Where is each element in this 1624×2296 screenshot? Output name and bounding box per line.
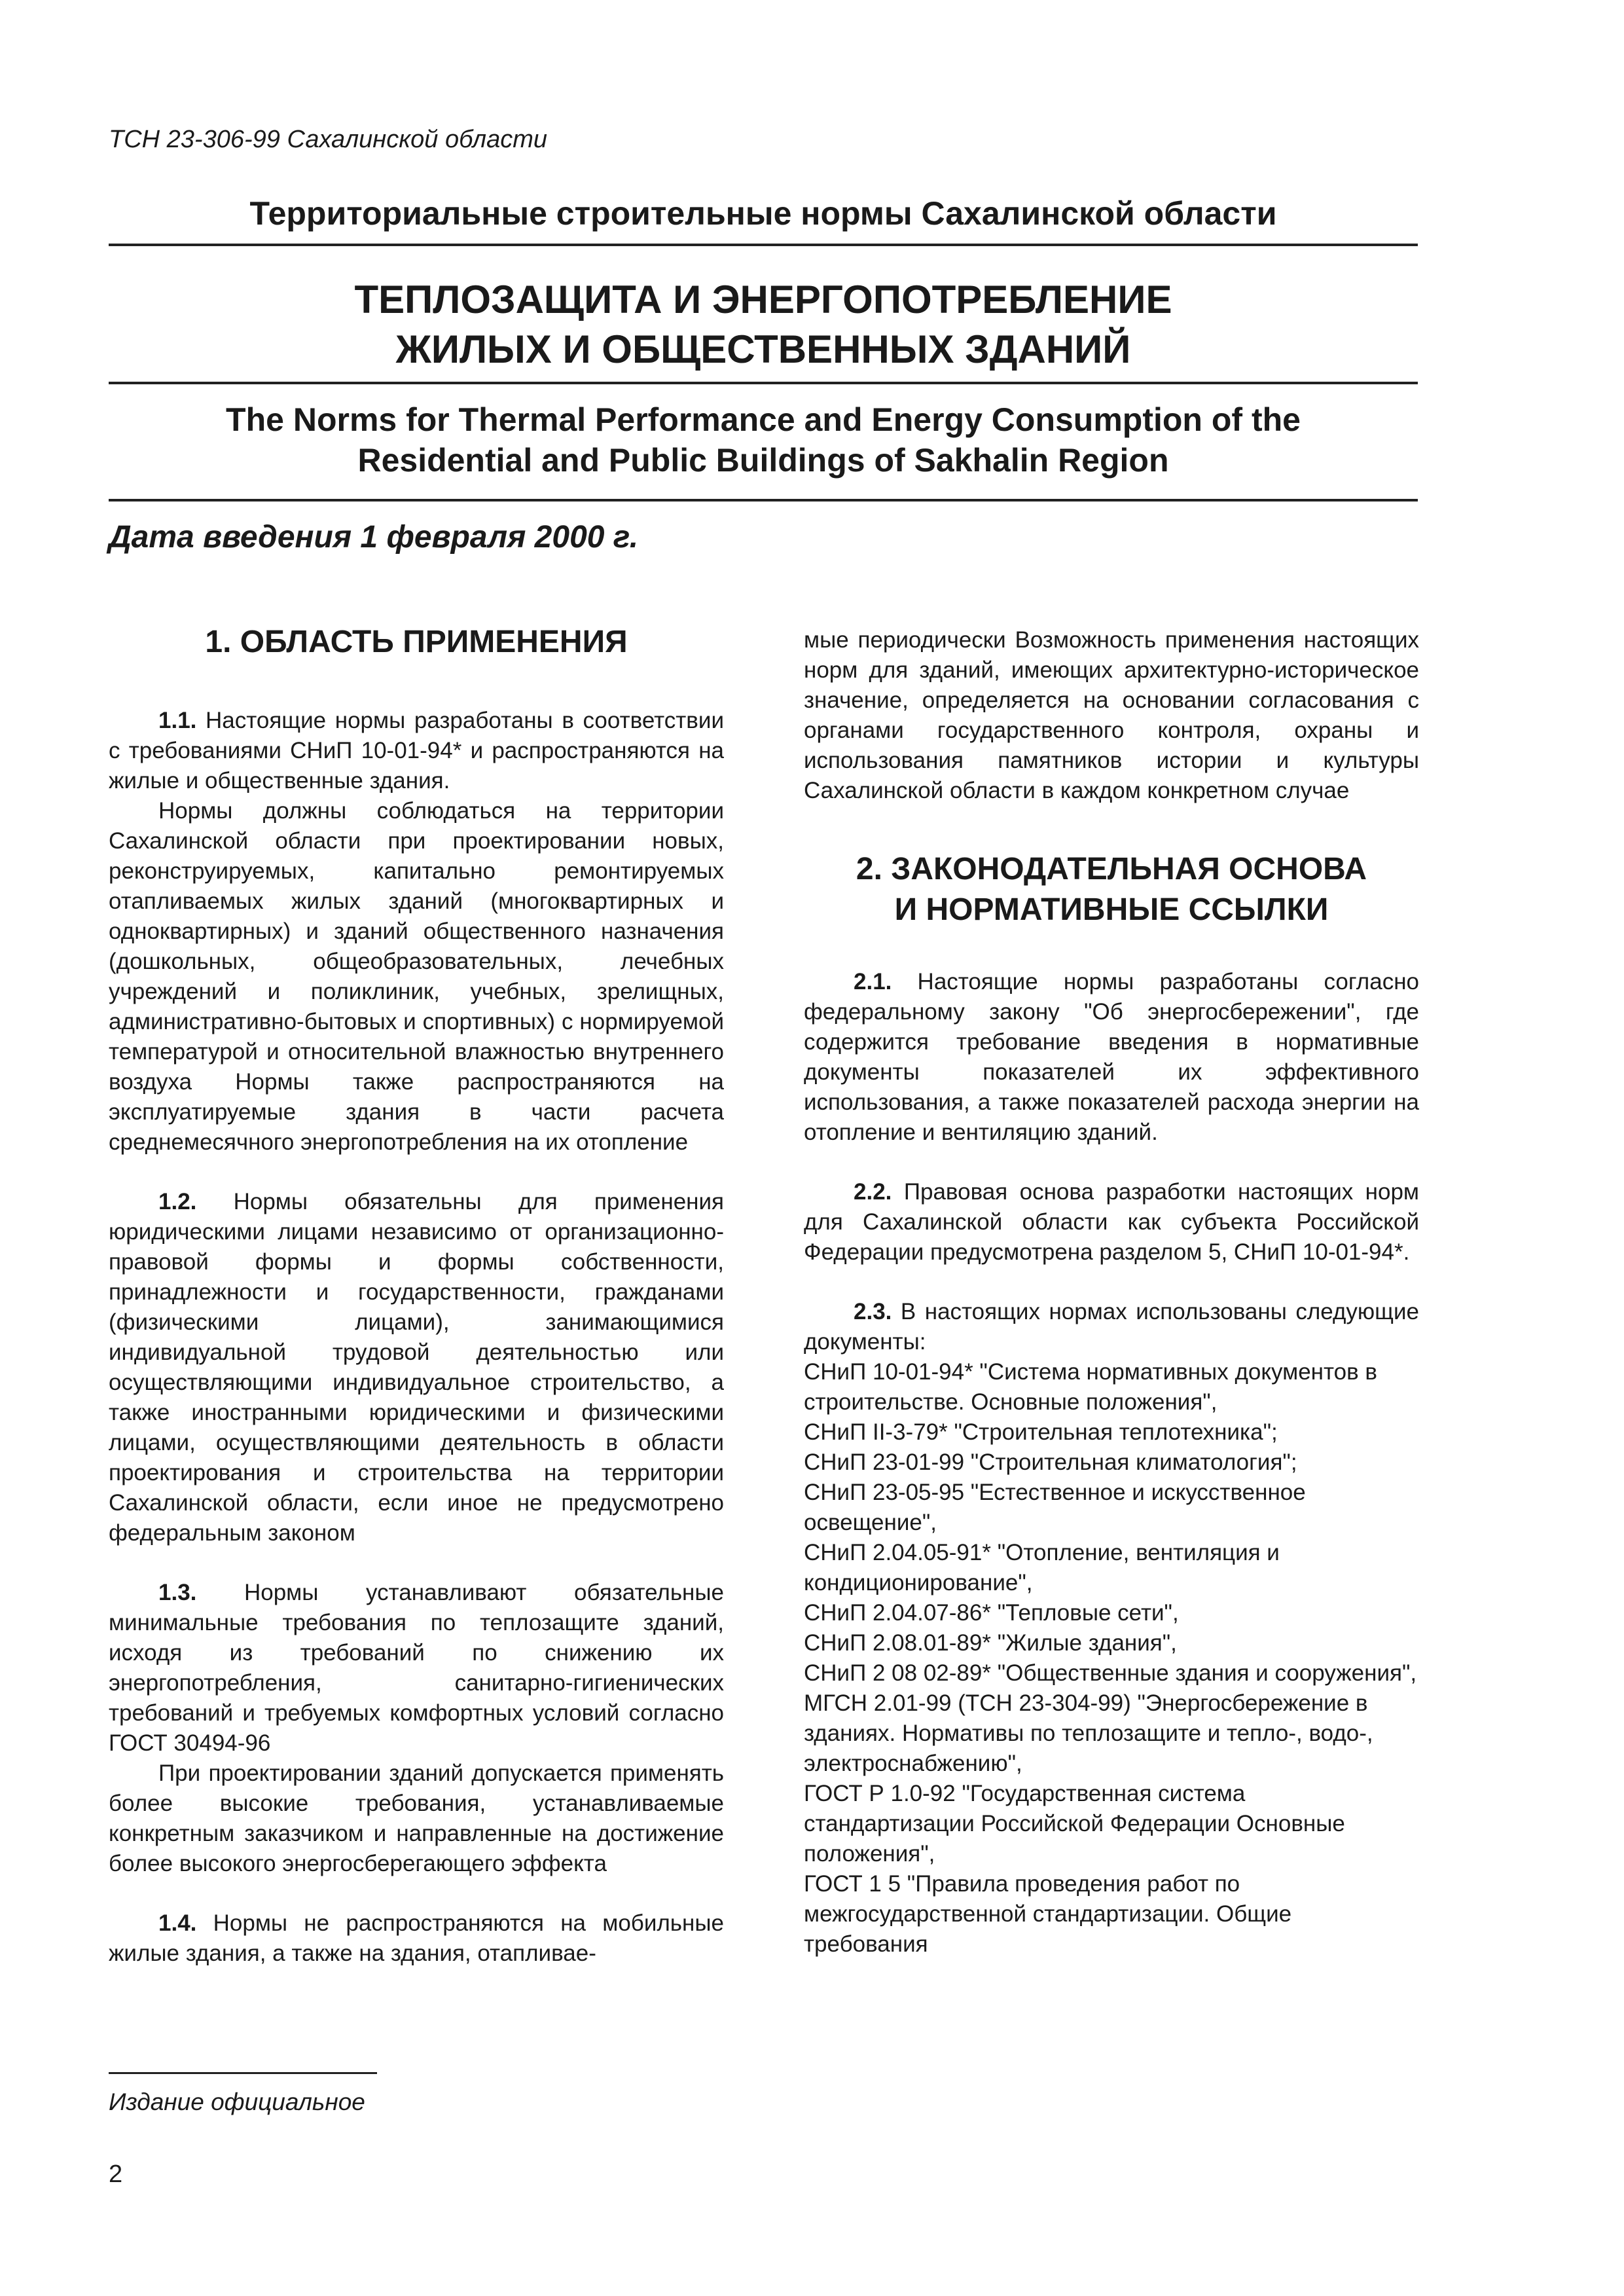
footnote-divider — [109, 2072, 377, 2074]
clause-text: Нормы обязательны для применения юридическими лицами независимо от организационно-правовой формы и формы собственности, принадлежности и государственности, гражданами (физическими лицами), занимающимися индивидуальной трудовой деятельностью или осуществляющими индивидуальное строительство, а также иностранными юридическими и физическими лицами, осуществляющими деятельность в области проектирования и строительства на территории Сахалинской области, если иное не предусмотрено федеральным законом — [109, 1189, 724, 1546]
paragraph-1-1-continued: Нормы должны соблюдаться на территории Сахалинской области при проектировании новых, реконструируемых, капитально ремонтируемых отапливаемых жилых зданий (многоквартирных и одноквартирных) и зданий общественного назначения (дошкольных, общеобразовательных, лечебных учреждений и поликлиник, учебных, зрелищных, административно-бытовых и спортивных) с нормируемой температурой и относительной влажностью внутреннего воздуха Нормы также распространяются на эксплуатируемые здания в части расчета среднемесячного энергопотребления на их отопление — [109, 798, 724, 1155]
paragraph-2-2 — [804, 1177, 1419, 1267]
document-title-line-2: ЖИЛЫХ И ОБЩЕСТВЕННЫХ ЗДАНИЙ — [395, 327, 1131, 371]
divider — [109, 382, 1418, 384]
reference-item: СНиП 2.04.07-86* "Тепловые сети", — [804, 1600, 1179, 1626]
document-title — [109, 275, 1418, 374]
clause-number: 1.2. — [158, 1189, 197, 1214]
clause-text: Правовая основа разработки настоящих норм для Сахалинской области как субъекта Российской Федерации предусмотрена разделом 5, СНиП 10-01-94*. — [804, 1179, 1419, 1265]
paragraph-1-4 — [109, 1908, 724, 1969]
clause-text: Настоящие нормы разработаны в соответствии с требованиями СНиП 10-01-94* и распространяются на жилые и общественные здания. — [109, 708, 724, 793]
section-1-heading: 1. ОБЛАСТЬ ПРИМЕНЕНИЯ — [205, 625, 628, 659]
english-title — [109, 399, 1418, 481]
clause-text: Настоящие нормы разработаны согласно федеральному закону "Об энергосбережении", где содержится требование введения в нормативные документы показателей их эффективного использования, а также показателей расхода энергии на отопление и вентиляцию зданий. — [804, 969, 1419, 1145]
english-title-line-2: Residential and Public Buildings of Sakhalin Region — [357, 442, 1169, 479]
section-2-heading-line-2: И НОРМАТИВНЫЕ ССЫЛКИ — [894, 892, 1329, 927]
english-title-line-1: The Norms for Thermal Performance and Energy Consumption of the — [226, 401, 1301, 438]
clause-number: 2.3. — [854, 1299, 892, 1324]
section-2-heading — [804, 849, 1419, 930]
introduction-date: Дата введения 1 февраля 2000 г. — [109, 520, 639, 555]
region-title: Территориальные строительные нормы Сахалинской области — [249, 195, 1277, 232]
paragraph-1-1 — [109, 706, 724, 796]
reference-item: ГОСТ Р 1.0-92 "Государственная система стандартизации Российской Федерации Основные положения", — [804, 1781, 1345, 1867]
document-title-line-1: ТЕПЛОЗАЩИТА И ЭНЕРГОПОТРЕБЛЕНИЕ — [354, 278, 1172, 321]
section-2-heading-line-1: 2. ЗАКОНОДАТЕЛЬНАЯ ОСНОВА — [856, 852, 1367, 886]
reference-item: СНиП 2 08 02-89* "Общественные здания и сооружения", — [804, 1660, 1417, 1686]
paragraph-1-4-continued: мые периодически Возможность применения настоящих норм для зданий, имеющих архитектурно-историческое значение, определяется на основании согласования с органами государственного контроля, охраны и использования памятников истории и культуры Сахалинской области в каждом конкретном случае — [804, 627, 1419, 803]
paragraph-1-3-continued: При проектировании зданий допускается применять более высокие требования, устанавливаемые конкретным заказчиком и направленные на достижение более высокого энергосберегающего эффекта — [109, 1760, 724, 1876]
clause-number: 2.1. — [854, 969, 892, 994]
running-header: ТСН 23-306-99 Сахалинской области — [109, 126, 548, 153]
left-column — [109, 622, 724, 1969]
paragraph-1-3 — [109, 1578, 724, 1758]
reference-item: СНиП II-3-79* "Строительная теплотехника"; — [804, 1419, 1278, 1445]
right-column — [804, 625, 1419, 1959]
reference-item: СНиП 23-05-95 "Естественное и искусственное освещение", — [804, 1480, 1306, 1535]
clause-number: 2.2. — [854, 1179, 892, 1205]
paragraph-2-3 — [804, 1297, 1419, 1357]
clause-text: В настоящих нормах использованы следующие документы: — [804, 1299, 1419, 1355]
page-number: 2 — [109, 2160, 123, 2188]
reference-item: СНиП 2.04.05-91* "Отопление, вентиляция и кондиционирование", — [804, 1540, 1280, 1595]
clause-number: 1.1. — [158, 708, 197, 733]
paragraph-1-2 — [109, 1187, 724, 1548]
clause-text: Нормы устанавливают обязательные минимальные требования по теплозащите зданий, исходя из требований по снижению их энергопотребления, санитарно-гигиенических требований и требуемых комфортных условий согласно ГОСТ 30494-96 — [109, 1580, 724, 1756]
reference-list — [804, 1357, 1419, 1959]
divider — [109, 499, 1418, 501]
reference-item: СНиП 23-01-99 "Строительная климатология"; — [804, 1449, 1297, 1475]
edition-note: Издание официальное — [109, 2088, 365, 2115]
paragraph-2-1 — [804, 967, 1419, 1148]
divider — [109, 244, 1418, 246]
reference-item: СНиП 2.08.01-89* "Жилые здания", — [804, 1630, 1177, 1656]
clause-text: Нормы не распространяются на мобильные жилые здания, а также на здания, отапливае- — [109, 1910, 724, 1966]
clause-number: 1.4. — [158, 1910, 197, 1936]
reference-item: СНиП 10-01-94* "Система нормативных документов в строительстве. Основные положения", — [804, 1359, 1378, 1415]
reference-item: ГОСТ 1 5 "Правила проведения работ по межгосударственной стандартизации. Общие требования — [804, 1871, 1292, 1957]
reference-item: МГСН 2.01-99 (ТСН 23-304-99) "Энергосбережение в зданиях. Нормативы по теплозащите и тепло-, водо-, электроснабжению", — [804, 1690, 1373, 1776]
clause-number: 1.3. — [158, 1580, 197, 1605]
